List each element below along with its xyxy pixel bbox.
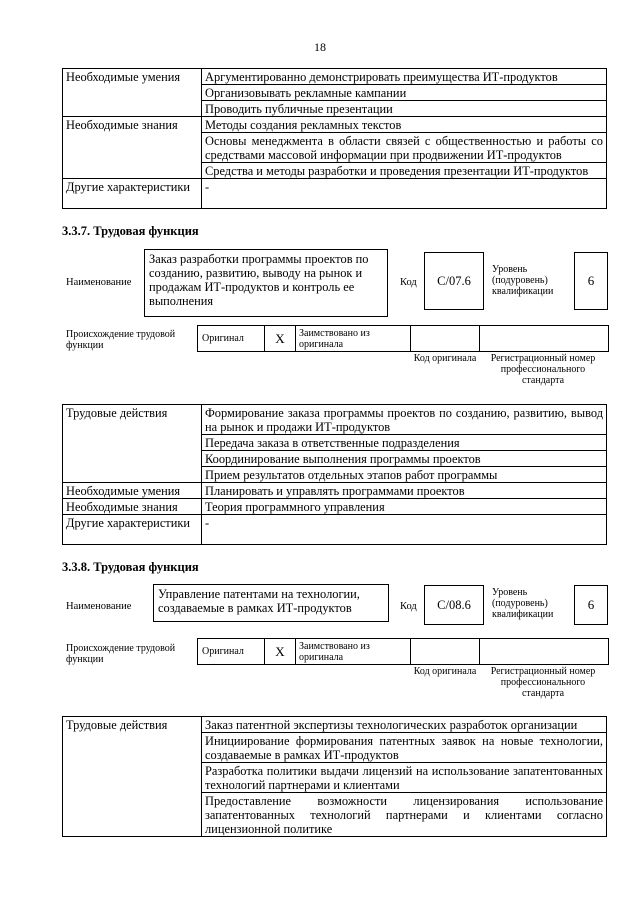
table-cell: Координирование выполнения программы проектов (202, 451, 607, 467)
code-label: Код (400, 601, 417, 612)
table-cell: Формирование заказа программы проектов по созданию, развитию, вывод на рынок и продажи ИТ-продуктов (202, 405, 607, 435)
table-cell: Проводить публичные презентации (202, 101, 607, 117)
code-box: C/08.6 (424, 585, 484, 625)
table-row (63, 515, 607, 545)
original-mark: X (265, 639, 296, 665)
code-label: Код (400, 277, 417, 288)
row-label: Необходимые умения (63, 69, 202, 117)
section-title: 3.3.7. Трудовая функция (62, 224, 199, 238)
section-title: 3.3.8. Трудовая функция (62, 560, 199, 574)
table-row (63, 405, 607, 435)
code-original-cell (411, 639, 480, 665)
row-label: Необходимые умения (63, 483, 202, 499)
name-label: Наименование (66, 601, 132, 612)
original-cell: Оригинал (198, 639, 265, 665)
table-cell: Аргументированно демонстрировать преимущества ИТ-продуктов (202, 69, 607, 85)
name-label: Наименование (66, 277, 132, 288)
table-cell: - (202, 515, 607, 545)
reg-number-cell (480, 639, 609, 665)
table-cell: Организовывать рекламные кампании (202, 85, 607, 101)
borrowed-cell: Заимствовано из оригинала (296, 326, 411, 352)
reg-number-caption: Регистрационный номер профессионального стандарта (490, 666, 596, 699)
row-label: Необходимые знания (63, 117, 202, 179)
table-cell: Инициирование формирования патентных заявок на новые технологии, создаваемые в рамках ИТ-продуктов (202, 733, 607, 763)
table-cell: Предоставление возможности лицензирования использование запатентованных технологий партнерами и клиентами согласно лицензионной политике (202, 793, 607, 837)
code-box: C/07.6 (424, 252, 484, 310)
table-cell: Основы менеджмента в области связей с общественностью и работы со средствами массовой информации при продвижении ИТ-продуктов (202, 133, 607, 163)
table-row (63, 69, 607, 85)
table-cell: Прием результатов отдельных этапов работ программы (202, 467, 607, 483)
row-label: Другие характеристики (63, 179, 202, 209)
code-original-caption: Код оригинала (413, 666, 477, 677)
table-row (63, 717, 607, 733)
row-label: Трудовые действия (63, 717, 202, 837)
row-label: Трудовые действия (63, 405, 202, 483)
reg-number-caption: Регистрационный номер профессионального стандарта (490, 353, 596, 386)
origin-label: Происхождение трудовой функции (66, 643, 176, 665)
table-row (63, 179, 607, 209)
code-original-cell (411, 326, 480, 352)
table-cell: Теория программного управления (202, 499, 607, 515)
function-name-box: Заказ разработки программы проектов по созданию, развитию, выводу на рынок и продажам ИТ-продуктов и контроль ее выполнения (144, 249, 388, 317)
page-number: 18 (314, 40, 326, 54)
level-label: Уровень (подуровень) квалификации (492, 587, 554, 620)
table-row (63, 499, 607, 515)
labor-actions-table (62, 716, 607, 837)
table-cell: Передача заказа в ответственные подразделения (202, 435, 607, 451)
code-original-caption: Код оригинала (413, 353, 477, 364)
table-row (63, 117, 607, 133)
origin-label: Происхождение трудовой функции (66, 329, 176, 351)
table-row (63, 483, 607, 499)
original-mark: X (265, 326, 296, 352)
table-cell: Средства и методы разработки и проведения презентации ИТ-продуктов (202, 163, 607, 179)
original-cell: Оригинал (198, 326, 265, 352)
labor-actions-table (62, 404, 607, 545)
borrowed-cell: Заимствовано из оригинала (296, 639, 411, 665)
level-box: 6 (574, 252, 608, 310)
table-cell: Методы создания рекламных текстов (202, 117, 607, 133)
table-cell: Заказ патентной экспертизы технологических разработок организации (202, 717, 607, 733)
row-label: Необходимые знания (63, 499, 202, 515)
top-requirements-table (62, 68, 607, 209)
table-cell: Разработка политики выдачи лицензий на использование запатентованных технологий партнерами и клиентами (202, 763, 607, 793)
level-label: Уровень (подуровень) квалификации (492, 264, 554, 297)
function-name-box: Управление патентами на технологии, создаваемые в рамках ИТ-продуктов (153, 584, 389, 622)
row-label: Другие характеристики (63, 515, 202, 545)
table-cell: - (202, 179, 607, 209)
table-cell: Планировать и управлять программами проектов (202, 483, 607, 499)
origin-table (197, 638, 609, 665)
level-box: 6 (574, 585, 608, 625)
reg-number-cell (480, 326, 609, 352)
origin-table (197, 325, 609, 352)
